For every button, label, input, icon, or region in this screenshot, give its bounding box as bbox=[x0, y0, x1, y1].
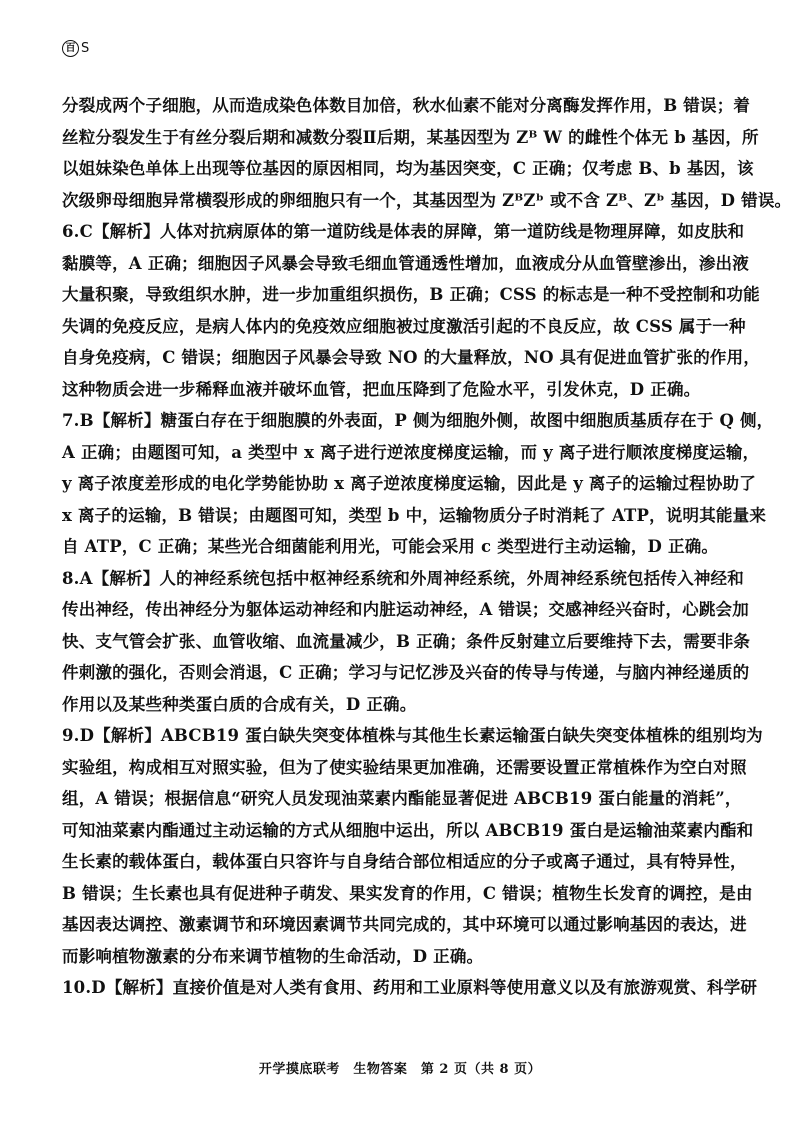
text-line: 分裂成两个子细胞，从而造成染色体数目加倍，秋水仙素不能对分离酶发挥作用，B 错误；着 bbox=[62, 96, 751, 115]
text-line: 快、支气管会扩张、血管收缩、血流量减少，B 正确；条件反射建立后要维持下去，需要非条 bbox=[62, 631, 751, 651]
text-line: 9.D【解析】ABCB19 蛋白缺失突变体植株与其他生长素运输蛋白缺失突变体植株的组别均为 bbox=[62, 726, 763, 745]
text-line: 自 ATP，C 正确；某些光合细菌能利用光，可能会采用 c 类型进行主动运输，D 正确。 bbox=[62, 537, 719, 556]
text-line: 基因表达调控、激素调节和环境因素调节共同完成的，其中环境可以通过影响基因的表达，进 bbox=[62, 915, 747, 934]
text-line: 可知油菜素内酯通过主动运输的方式从细胞中运出，所以 ABCB19 蛋白是运输油菜素内酯和 bbox=[62, 820, 754, 840]
text-line: 件刺激的强化，否则会消退，C 正确；学习与记忆涉及兴奋的传导与传递，与脑内神经递质的 bbox=[62, 663, 750, 682]
text-line: 大量积聚，导致组织水肿，进一步加重组织损伤，B 正确；CSS 的标志是一种不受控制和功能 bbox=[62, 285, 760, 304]
text-line: 生长素的载体蛋白，载体蛋白只容许与自身结合部位相适应的分子或离子通过，具有特异性， bbox=[62, 852, 747, 871]
text-line: 传出神经，传出神经分为躯体运动神经和内脏运动神经，A 错误；交感神经兴奋时，心跳会加 bbox=[62, 600, 749, 619]
text-line: 实验组，构成相互对照实验，但为了使实验结果更加准确，还需要设置正常植株作为空白对照 bbox=[62, 757, 747, 777]
text-line: y 离子浓度差形成的电化学势能协助 x 离子逆浓度梯度运输，因此是 y 离子的运输过程协助了 bbox=[62, 474, 756, 493]
text-line: 组，A 错误；根据信息“研究人员发现油菜素内酯能显著促进 ABCB19 蛋白能量的消耗”， bbox=[62, 789, 742, 808]
text-line: x 离子的运输，B 错误；由题图可知，类型 b 中，运输物质分子时消耗了 ATP，说明其能量来 bbox=[62, 505, 767, 525]
text-line: 6.C【解析】人体对抗病原体的第一道防线是体表的屏障，第一道防线是物理屏障，如皮肤和 bbox=[62, 222, 745, 241]
text-line: A 正确；由题图可知，a 类型中 x 离子进行逆浓度梯度运输，而 y 离子进行顺浓度梯度运输， bbox=[62, 442, 760, 462]
page-footer: 开学摸底联考 生物答案 第 2 页（共 8 页） bbox=[258, 1062, 542, 1077]
text-line: 这种物质会进一步稀释血液并破坏血管，把血压降到了危险水平，引发休克，D 正确。 bbox=[62, 379, 701, 399]
text-line: 丝粒分裂发生于有丝分裂后期和减数分裂Ⅱ后期，某基因型为 Zᴮ W 的雌性个体无 b 基因，所 bbox=[62, 127, 759, 147]
seal-icon: 百 bbox=[62, 40, 79, 57]
text-line: 而影响植物激素的分布来调节植物的生命活动，D 正确。 bbox=[62, 946, 484, 966]
text-line: B 错误；生长素也具有促进种子萌发、果实发育的作用，C 错误；植物生长发育的调控，是由 bbox=[62, 883, 753, 903]
logo-letter: S bbox=[81, 41, 90, 56]
text-line: 8.A【解析】人的神经系统包括中枢神经系统和外周神经系统，外周神经系统包括传入神经和 bbox=[62, 568, 744, 588]
text-line: 失调的免疫反应，是病人体内的免疫效应细胞被过度激活引起的不良反应，故 CSS 属于一种 bbox=[62, 316, 746, 336]
publisher-logo bbox=[62, 40, 89, 57]
text-line: 以姐妹染色单体上出现等位基因的原因相同，均为基因突变，C 正确；仅考虑 B、b 基因，该 bbox=[62, 159, 754, 178]
text-line: 10.D【解析】直接价值是对人类有食用、药用和工业原料等使用意义以及有旅游观赏、科学研 bbox=[62, 978, 758, 997]
text-line: 自身免疫病，C 错误；细胞因子风暴会导致 NO 的大量释放，NO 具有促进血管扩张的作用， bbox=[62, 348, 761, 367]
answer-body bbox=[62, 90, 792, 1004]
text-line: 次级卵母细胞异常横裂形成的卵细胞只有一个，其基因型为 ZᴮZᵇ 或不含 Zᴮ、Zᵇ 基因，D 错误。 bbox=[62, 190, 792, 210]
text-line: 黏膜等，A 正确；细胞因子风暴会导致毛细血管通透性增加，血液成分从血管壁渗出，渗出液 bbox=[62, 253, 749, 273]
text-line: 作用以及某些种类蛋白质的合成有关，D 正确。 bbox=[62, 694, 417, 714]
text-line: 7.B【解析】糖蛋白存在于细胞膜的外表面，P 侧为细胞外侧，故图中细胞质基质存在于 Q 侧， bbox=[62, 411, 774, 430]
